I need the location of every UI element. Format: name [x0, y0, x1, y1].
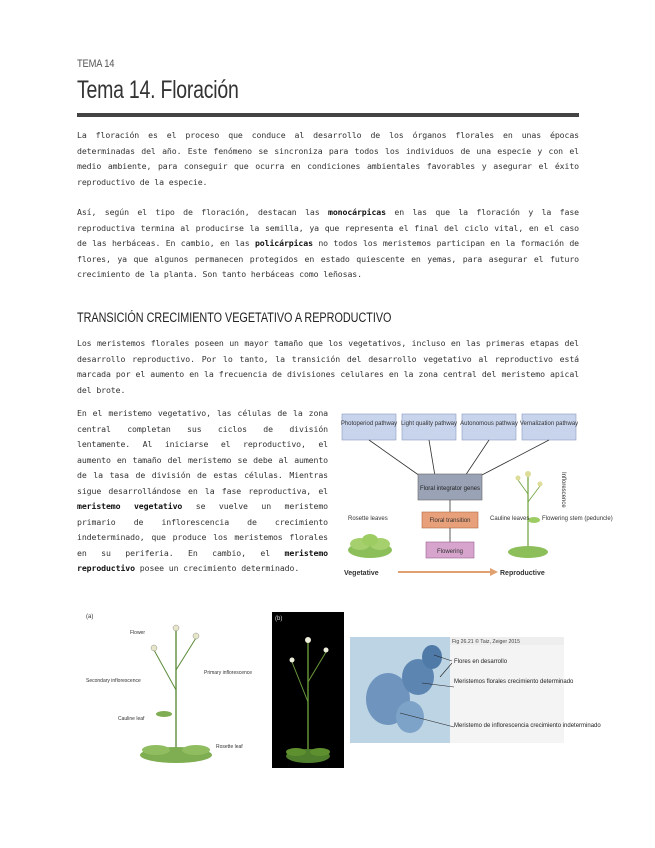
primary-inflorescence-label: Primary inflorescence [204, 670, 253, 676]
flower-label: Flower [130, 630, 146, 636]
rosette-leaves-label: Rosette leaves [348, 516, 388, 522]
chapter-kicker: TEMA 14 [77, 58, 115, 70]
flowering-label: Flowering [436, 549, 464, 555]
arabidopsis-photo [272, 612, 344, 768]
transition-paragraph: Los meristemos florales poseen un mayor tamaño que los vegetativos, incluso en las primeras etapas del desarrollo reproductivo. Por lo tanto, la transición del desarrollo vegetativo al reproductivo está marcada por el aumento en la frecuencia de divisiones celulares en la zona central del meristemo apical del brote. [77, 338, 579, 395]
flowering-pathways-diagram [340, 412, 613, 584]
section-heading: TRANSICIÓN CRECIMIENTO VEGETATIVO A REPRODUCTIVO [77, 310, 392, 325]
meristem-paragraph: En el meristemo vegetativo, las células de la zona central completan sus ciclos de división lentamente. Al iniciarse el reproductivo, el aumento en tamaño del meristemo se debe al aumento de la tasa de división de estas células. Mientras sigue desarrollándose en la fase reproductiva, el meristemo vegetativo se vuelve un meristemo primario de inflorescencia de crecimiento indeterminado, que produce los meristemos florales en su periferia. En cambio, el meristemo reproductivo posee un crecimiento determinado. [77, 408, 329, 573]
term-monocarpicas: monocárpicas [328, 207, 386, 217]
flowering-stem-label: Flowering stem (peduncle) [542, 516, 613, 522]
floral-integrator-label: Floral integrator genes [419, 486, 481, 492]
arabidopsis-drawing [84, 610, 264, 770]
photoperiod-pathway-label: Photoperiod pathway [340, 421, 398, 427]
rosette-plant-illustration [348, 534, 392, 558]
cauline-leaf-label: Cauline leaf [118, 716, 145, 722]
panel-b-label: (b) [275, 616, 283, 622]
secondary-inflorescence-label: Secondary inflorescence [86, 678, 141, 684]
light-quality-pathway-label: Light quality pathway [400, 421, 458, 427]
types-paragraph: Así, según el tipo de floración, destacan las monocárpicas en las que la floración y la fase reproductiva termina al producirse la semilla, ya que representa el final del ciclo vital, en el caso de las herbáceas. En cambio, en las policárpicas no todos los meristemos participan en la formación de flores, ya que algunos permanecen protegidos en estado quiescente en yemas, para asegurar el futuro crecimiento de la planta. Son tanto herbáceas como leñosas. [77, 207, 579, 279]
meristemo-inflorescencia-label: Meristemo de inflorescencia crecimiento indeterminado [454, 723, 601, 729]
floral-transition-label: Floral transition [429, 518, 471, 524]
panel-a-label: (a) [86, 614, 94, 620]
term-meristemo-reproductivo: meristemo reproductivo [77, 547, 328, 573]
inflorescence-label: Inflorescence [560, 472, 566, 508]
meristem-micrograph [350, 637, 601, 743]
title-divider [77, 113, 579, 117]
meristemos-florales-label: Meristemos florales crecimiento determinado [454, 679, 574, 685]
flores-label: Flores en desarrollo [454, 659, 508, 665]
term-policarpicas: policárpicas [254, 238, 313, 248]
figure-credit: Fig 26.21 © Taiz, Zeiger 2015 [452, 639, 521, 645]
flowering-plant-illustration [508, 471, 548, 558]
vegetative-label: Vegetative [344, 570, 379, 577]
autonomous-pathway-label: Autonomous pathway [460, 421, 518, 427]
term-meristemo-vegetativo: meristemo vegetativo [77, 501, 183, 511]
vernalization-pathway-label: Vernalization pathway [519, 421, 579, 427]
intro-paragraph: La floración es el proceso que conduce al desarrollo de los órganos florales en unas épocas determinadas del año. Este fenómeno se sincroniza para todos los individuos de una especie y con el medio ambiente, para conseguir que ocurra en condiciones ambientales favorables y asegurar el éxito reproductivo de la especie. [77, 130, 579, 187]
reproductive-label: Reproductive [500, 570, 545, 577]
page-title: Tema 14. Floración [77, 76, 239, 104]
rosette-leaf-label: Rosette leaf [216, 744, 243, 750]
cauline-leaves-label: Cauline leaves [490, 516, 530, 522]
